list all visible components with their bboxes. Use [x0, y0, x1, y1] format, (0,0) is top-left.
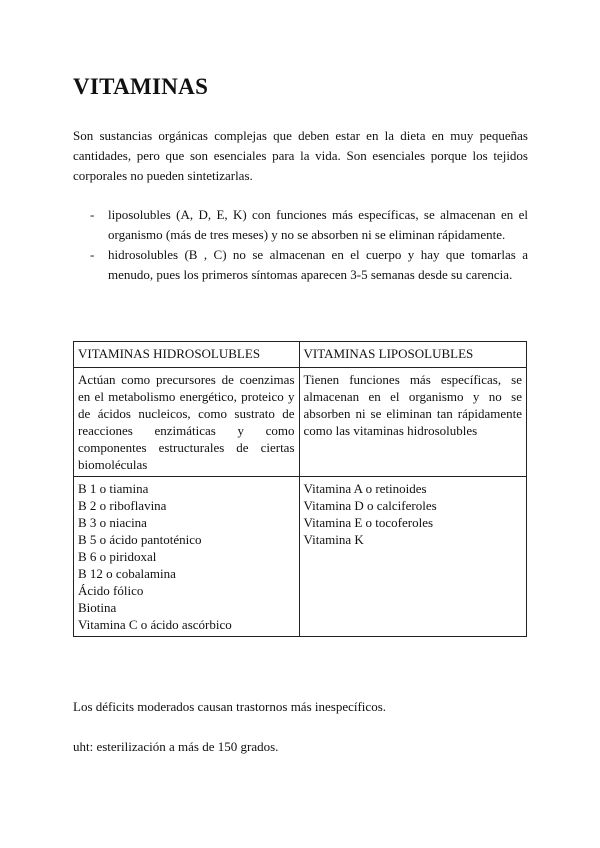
list-item: Vitamina D o calciferoles: [303, 498, 437, 513]
list-item: Vitamina A o retinoides: [303, 481, 427, 496]
list-item: [73, 205, 528, 245]
page-title: VITAMINAS: [73, 74, 209, 99]
list-item: B 3 o niacina: [78, 515, 147, 530]
deficit-note: Los déficits moderados causan trastornos más inespecíficos.: [73, 699, 386, 714]
desc-liposolubles: Tienen funciones más específicas, se almacenan en el organismo y no se absorben ni se eliminan tan rápidamente como las vitaminas hidrosolubles: [299, 368, 526, 477]
uht-note: uht: esterilización a más de 150 grados.: [73, 739, 279, 754]
list-item: Ácido fólico: [78, 583, 144, 598]
list-item: B 2 o riboflavina: [78, 498, 167, 513]
table-row: [74, 477, 527, 637]
bullet-dash: -: [90, 247, 95, 262]
list-item: Biotina: [78, 600, 117, 615]
bullet-text: liposolubles (A, D, E, K) con funciones más específicas, se almacenan en el organismo (más de tres meses) y no se absorben ni se eliminan rápidamente.: [108, 207, 528, 242]
list-hidrosolubles: [74, 477, 300, 637]
table-header-row: [74, 342, 527, 368]
bullet-list: [73, 205, 528, 285]
vitamins-table: [73, 341, 527, 637]
bullet-text: hidrosolubles (B , C) no se almacenan en el cuerpo y hay que tomarlas a menudo, pues los primeros síntomas aparecen 3-5 semanas desde su carencia.: [108, 247, 528, 282]
desc-hidrosolubles: Actúan como precursores de coenzimas en el metabolismo energético, proteico y de ácidos nucleicos, como sustrato de reacciones enzimáticas y como componentes estructurales de ciertas biomoléculas: [74, 368, 300, 477]
list-item: [73, 245, 528, 285]
bullet-dash: -: [90, 207, 95, 222]
list-item: B 12 o cobalamina: [78, 566, 176, 581]
intro-paragraph: Son sustancias orgánicas complejas que deben estar en la dieta en muy pequeñas cantidades, pero que son esenciales para la vida. Son esenciales porque los tejidos corporales no pueden sintetizarlas.: [73, 128, 528, 183]
list-item: Vitamina C o ácido ascórbico: [78, 617, 232, 632]
list-item: B 5 o ácido pantoténico: [78, 532, 202, 547]
list-item: B 1 o tiamina: [78, 481, 149, 496]
list-item: Vitamina K: [303, 532, 364, 547]
header-liposolubles: VITAMINAS LIPOSOLUBLES: [299, 342, 526, 368]
list-liposolubles: [299, 477, 526, 637]
header-hidrosolubles: VITAMINAS HIDROSOLUBLES: [74, 342, 300, 368]
list-item: B 6 o piridoxal: [78, 549, 157, 564]
table-row: [74, 368, 527, 477]
list-item: Vitamina E o tocoferoles: [303, 515, 434, 530]
